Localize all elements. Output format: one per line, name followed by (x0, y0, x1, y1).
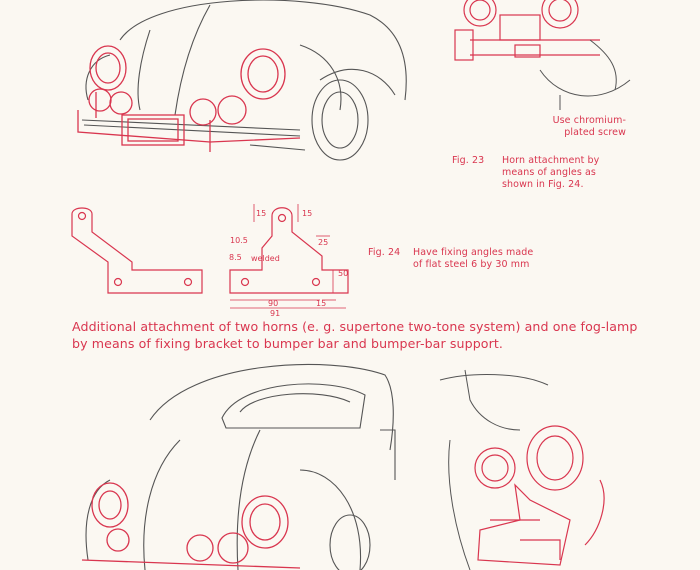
bumper-detail-illustration (455, 0, 600, 60)
dim-8-5: 8.5 (229, 253, 242, 262)
screw-note-line2: plated screw (564, 127, 626, 138)
fig24-dimension-labels (229, 209, 348, 318)
fixing-angle-drawing-right (230, 204, 348, 308)
body-paragraph: Additional attachment of two horns (e. g. supertone two-tone system) and one fog-lamp by means of fixing bracket to bumper bar and bumper-bar support. (72, 319, 638, 351)
fig24-label: Fig. 24 (368, 247, 401, 258)
fig24-caption-line2: of flat steel 6 by 30 mm (413, 259, 530, 270)
horn-illustration (475, 426, 604, 565)
car-front-illustration-bottom (86, 364, 395, 570)
fig24-caption-line1: Have fixing angles made (413, 247, 534, 258)
screw-note-line1: Use chromium- (552, 115, 626, 126)
fig23-caption-line3: shown in Fig. 24. (502, 179, 584, 190)
dim-15-bottom: 15 (316, 299, 327, 308)
car-lamps-top (78, 46, 300, 152)
dim-15-top-left: 15 (256, 209, 267, 218)
dim-50: 50 (338, 269, 349, 278)
dim-90: 90 (268, 299, 279, 308)
wheel-detail-illustration (540, 40, 630, 110)
dim-91: 91 (270, 309, 281, 318)
dim-25: 25 (318, 238, 329, 247)
screw-note (551, 115, 626, 139)
dim-15-top-right: 15 (302, 209, 313, 218)
fig23-caption-line1: Horn attachment by (502, 155, 600, 166)
dim-10-5: 10.5 (230, 236, 248, 245)
fig23-label: Fig. 23 (452, 155, 485, 166)
welded-label: welded (251, 254, 280, 263)
fig23-caption (502, 155, 599, 191)
fixing-angle-drawing-left (72, 208, 202, 293)
car-lamps-bottom (82, 483, 300, 568)
fig24-caption (413, 247, 533, 271)
fig23-caption-line2: means of angles as (502, 167, 596, 178)
